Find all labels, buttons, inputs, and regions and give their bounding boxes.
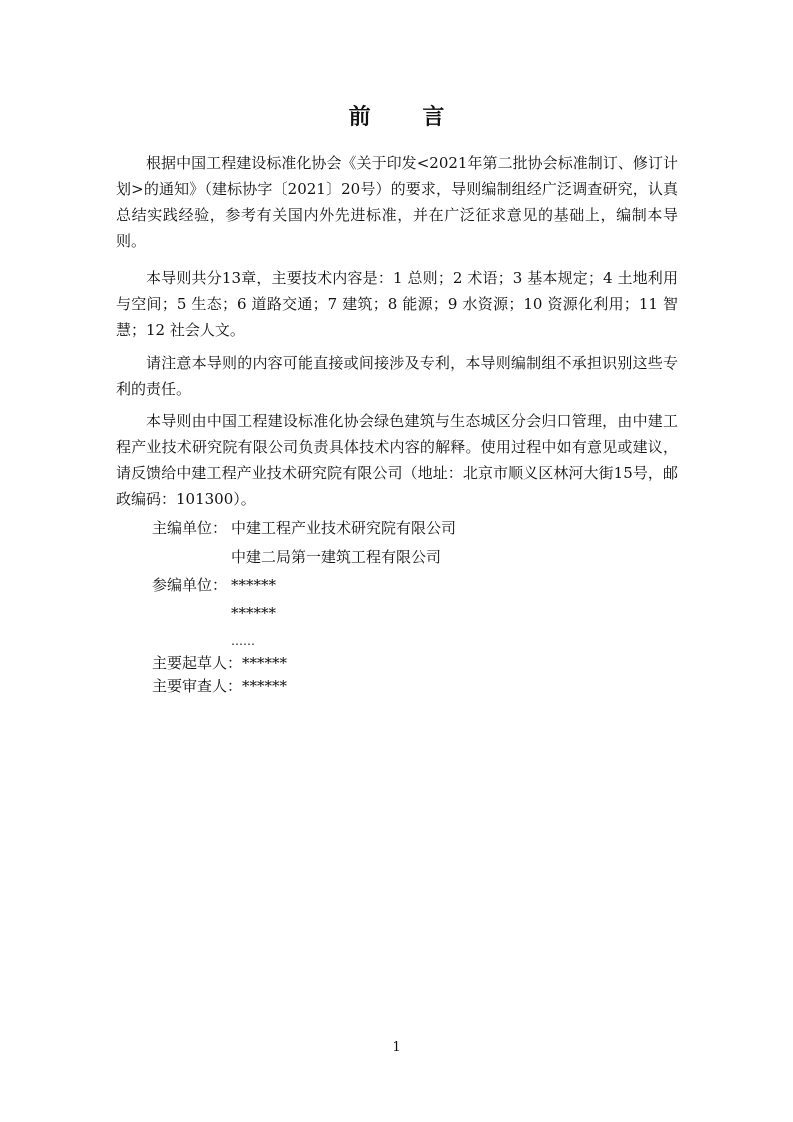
participating-unit-2: ****** [231, 604, 276, 622]
page-title: 前 言 [348, 105, 467, 130]
participating-unit-label: 参编单位： [152, 576, 228, 594]
drafters-value: ****** [242, 654, 288, 672]
preface-paragraph-3 [116, 350, 678, 402]
paragraph-text: 本导则由中国工程建设标准化协会绿色建筑与生态城区分会归口管理，由中建工程产业技术研究院有限公司负责具体技术内容的解释。使用过程中如有意见或建议，请反馈给中建工程产业技术研究院有限公司（地址：北京市顺义区林河大街15号，邮政编码：101300）。 [116, 412, 678, 508]
preface-paragraph-2 [116, 265, 678, 343]
page-number: 1 [392, 1040, 401, 1055]
preface-paragraph-4 [116, 408, 678, 512]
participating-unit-more: …… [231, 634, 255, 648]
reviewers-label [152, 675, 287, 697]
chief-unit-2: 中建二局第一建筑工程有限公司 [231, 548, 442, 566]
drafters-label [152, 652, 287, 674]
paragraph-text: 本导则共分13章，主要技术内容是：1 总则；2 术语；3 基本规定；4 土地利用与空间；5 生态；6 道路交通；7 建筑；8 能源；9 水资源；10 资源化利用；11 智慧；12 社会人文。 [116, 269, 678, 339]
drafters-label-text: 主要起草人： [152, 654, 243, 672]
participating-unit-1: ****** [231, 576, 276, 594]
preface-paragraph-1 [116, 150, 678, 254]
paragraph-text: 根据中国工程建设标准化协会《关于印发<2021年第二批协会标准制订、修订计划>的通知》（建标协字〔2021〕20号）的要求，导则编制组经广泛调查研究，认真总结实践经验，参考有关国内外先进标准，并在广泛征求意见的基础上，编制本导则。 [116, 154, 678, 250]
chief-unit-label: 主编单位： [152, 519, 228, 537]
paragraph-text: 请注意本导则的内容可能直接或间接涉及专利，本导则编制组不承担识别这些专利的责任。 [116, 354, 678, 398]
reviewers-value: ****** [242, 677, 288, 695]
chief-unit-1: 中建工程产业技术研究院有限公司 [231, 519, 457, 537]
reviewers-label-text: 主要审查人： [152, 677, 243, 695]
